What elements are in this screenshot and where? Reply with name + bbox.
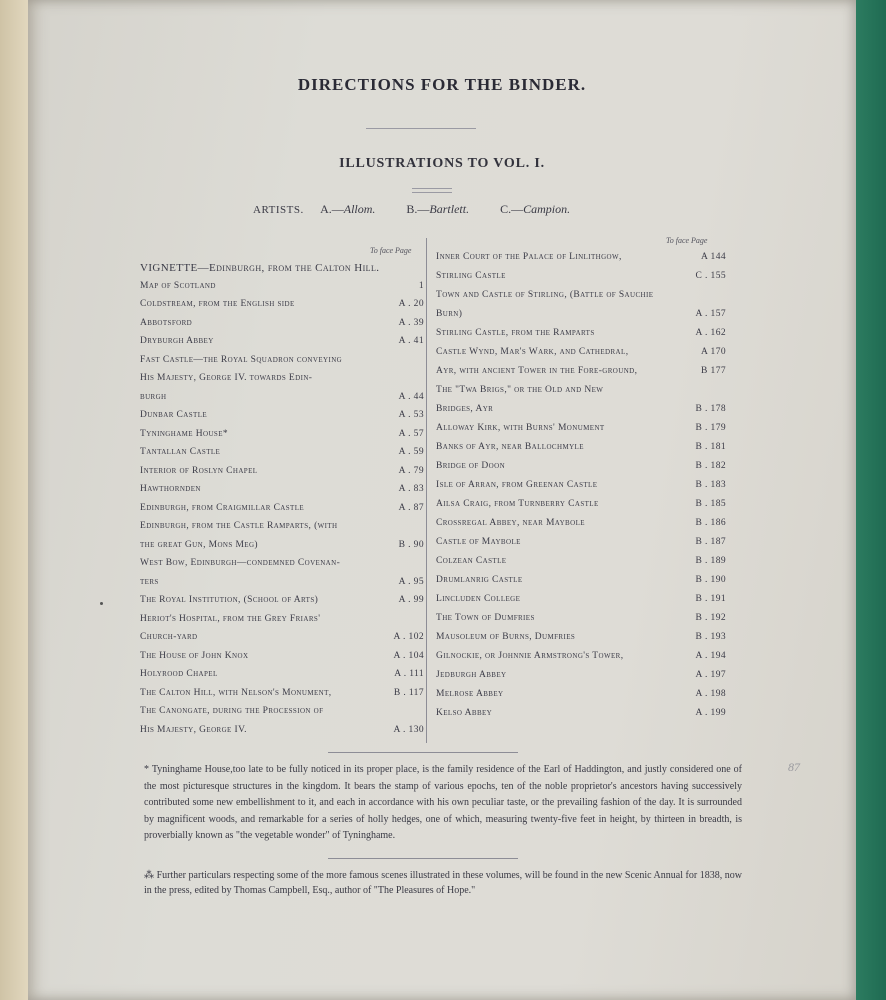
book-gutter	[0, 0, 30, 1000]
entry-page: A . 162	[695, 328, 726, 338]
index-entry	[140, 484, 424, 494]
index-entry	[436, 518, 726, 528]
footnote: * Tyninghame House,too late to be fully noticed in its proper place, is the family residence of the Earl of Haddington, and justly considered one of the most picturesque structures in the kingdom. It bears the stamp of various epochs, ten of the noble proprietor's ancestors having successively contributed some new embellishment to it, and each in accordance with his own peculiar taste, or the prevailing fashion of the day. It is surrounded by magnificent woods, and remarkable for a series of holly hedges, one of which, measuring twenty-five feet in height, by thirteen in breadth, is proverbially known as "the vegetable wonder" of Tyninghame.	[144, 764, 742, 841]
index-entry	[436, 328, 726, 338]
entry-title: The Calton Hill, with Nelson's Monument,	[140, 687, 332, 698]
volume-title: ILLUSTRATIONS TO VOL. I.	[339, 156, 545, 171]
margin-dot	[100, 602, 103, 605]
entry-title: Drumlanrig Castle	[436, 575, 523, 585]
left-column	[140, 0, 440, 1000]
entry-title: Isle of Arran, from Greenan Castle	[436, 480, 598, 490]
entry-title: The House of John Knox	[140, 650, 249, 661]
entry-page: A . 111	[394, 669, 424, 679]
entry-page: B . 182	[695, 461, 726, 471]
index-entry	[436, 556, 726, 566]
entry-page: B . 191	[695, 594, 726, 604]
entry-page: B . 185	[695, 499, 726, 509]
artist-name: Bartlett.	[429, 202, 470, 216]
entry-page: A . 87	[398, 502, 424, 513]
entry-page: B . 189	[695, 556, 726, 566]
index-entry	[436, 708, 726, 718]
entry-title: Interior of Roslyn Chapel	[140, 465, 258, 476]
index-entry	[140, 355, 424, 365]
entry-title: Heriot's Hospital, from the Grey Friars'	[140, 613, 321, 624]
index-entry	[140, 447, 424, 457]
entry-title: the great Gun, Mons Meg)	[140, 539, 258, 550]
entry-page: A . 83	[398, 484, 424, 494]
index-entry	[436, 480, 726, 490]
face-page-heading-right: To face Page	[666, 236, 708, 245]
entry-page: A . 198	[695, 689, 726, 699]
index-entry	[140, 466, 424, 476]
entry-page: A . 44	[398, 391, 424, 402]
page-title: DIRECTIONS FOR THE BINDER.	[297, 75, 587, 94]
index-entry	[140, 540, 424, 550]
index-entry	[140, 558, 424, 568]
index-entry	[436, 347, 726, 357]
index-entry	[436, 613, 726, 623]
entry-page: A . 41	[398, 336, 424, 346]
entry-page: B . 192	[695, 613, 726, 623]
index-entry	[140, 336, 424, 346]
entry-title: Stirling Castle	[436, 271, 506, 281]
entry-title: The Canongate, during the Procession of	[140, 706, 324, 716]
entry-title: The "Twa Brigs," or the Old and New	[436, 385, 604, 395]
entry-page: A . 79	[398, 465, 424, 476]
index-entry	[140, 429, 424, 439]
further-rule	[328, 858, 518, 859]
entry-title: ters	[140, 576, 159, 587]
entry-title: Lincluden College	[436, 594, 521, 604]
entry-page: B . 193	[695, 632, 726, 642]
entry-page: A . 99	[398, 595, 424, 605]
entry-page: B . 90	[398, 539, 424, 550]
entry-page: 1	[418, 280, 424, 291]
entry-title: Colzean Castle	[436, 556, 507, 566]
index-entry	[140, 281, 424, 291]
index-entry	[140, 725, 424, 735]
index-entry	[436, 271, 726, 281]
entry-title: Dunbar Castle	[140, 410, 208, 420]
entry-page: A . 130	[393, 724, 424, 735]
index-entry	[436, 632, 726, 642]
index-entry	[140, 614, 424, 624]
entry-title: Town and Castle of Stirling, (Battle of Sauchie	[436, 290, 654, 300]
index-entry	[436, 309, 726, 319]
entry-page: A . 59	[398, 447, 424, 457]
index-entry	[140, 262, 424, 274]
book-page	[28, 0, 856, 1000]
index-entry	[436, 404, 726, 414]
index-entry	[436, 651, 726, 661]
index-entry	[140, 410, 424, 420]
entry-title: Burn)	[436, 309, 463, 319]
index-entry	[436, 423, 726, 433]
index-entry	[140, 577, 424, 587]
entry-title: Coldstream, from the English side	[140, 299, 295, 309]
entry-page: B . 186	[695, 518, 726, 528]
index-entry	[140, 521, 424, 531]
index-entry	[140, 373, 424, 383]
entry-page: B . 183	[695, 480, 726, 490]
index-entry	[436, 594, 726, 604]
entry-page: B 177	[701, 366, 726, 376]
entry-title: West Bow, Edinburgh—condemned Covenan-	[140, 558, 341, 568]
entry-title: Holyrood Chapel	[140, 669, 218, 679]
entry-title: Inner Court of the Palace of Linlithgow,	[436, 252, 622, 262]
entry-title: His Majesty, George IV.	[140, 724, 247, 735]
index-entry	[140, 632, 424, 642]
entry-page: B . 181	[695, 442, 726, 452]
entry-page: A . 157	[695, 309, 726, 319]
entry-page: A . 20	[398, 299, 424, 309]
entry-title: Melrose Abbey	[436, 689, 504, 699]
artist-key: C.—	[500, 202, 524, 216]
index-entry	[436, 689, 726, 699]
footnote-rule	[328, 752, 518, 753]
entry-page: A . 102	[393, 632, 424, 642]
index-entry	[140, 392, 424, 402]
artist-name: Allom.	[343, 202, 376, 216]
index-entry	[436, 252, 726, 262]
index-entry	[140, 503, 424, 513]
entry-page: A . 95	[398, 576, 424, 587]
entry-title: Stirling Castle, from the Ramparts	[436, 328, 595, 338]
entry-title: Kelso Abbey	[436, 708, 493, 718]
index-entry	[140, 299, 424, 309]
artist-name: Campion.	[523, 202, 571, 216]
entry-title: Abbotsford	[140, 317, 193, 328]
entry-page: A . 194	[695, 651, 726, 661]
further-particulars-note: ⁂ Further particulars respecting some of the more famous scenes illustrated in these volumes, will be found in the new Scenic Annual for 1838, now in the press, edited by Thomas Campbell, Esq., author of "The Pleasures of Hope."	[144, 870, 742, 896]
entry-title: Edinburgh, from Craigmillar Castle	[140, 502, 305, 513]
entry-page: C . 155	[695, 271, 726, 281]
entry-page: B . 178	[695, 404, 726, 414]
index-entry	[436, 442, 726, 452]
entry-title: Hawthornden	[140, 484, 201, 494]
entry-page: B . 179	[695, 423, 726, 433]
index-entry	[436, 499, 726, 509]
entry-page: A . 57	[398, 428, 424, 439]
artist-key: A.—	[320, 202, 344, 216]
entry-title: Fast Castle—the Royal Squadron conveying	[140, 354, 343, 365]
entry-title: Mausoleum of Burns, Dumfries	[436, 632, 576, 642]
entry-title: Banks of Ayr, near Ballochmyle	[436, 442, 584, 452]
entry-title: Dryburgh Abbey	[140, 336, 214, 346]
index-entry	[436, 366, 726, 376]
index-entry	[436, 575, 726, 585]
index-entry	[140, 595, 424, 605]
entry-title: Castle of Maybole	[436, 537, 521, 547]
index-entry	[436, 385, 726, 395]
entry-page: B . 190	[695, 575, 726, 585]
artists-label: ARTISTS.	[253, 204, 304, 216]
entry-title: Crossregal Abbey, near Maybole	[436, 518, 585, 528]
index-entry	[436, 670, 726, 680]
entry-page: A . 104	[393, 650, 424, 661]
entry-page: B . 187	[695, 537, 726, 547]
entry-title: Ayr, with ancient Tower in the Fore-ground,	[436, 366, 638, 376]
entry-page: A 144	[701, 252, 726, 262]
entry-title: The Royal Institution, (School of Arts)	[140, 595, 319, 605]
entry-title: Bridges, Ayr	[436, 404, 494, 414]
index-entry	[140, 651, 424, 661]
entry-title: Church-yard	[140, 632, 198, 642]
entry-title: burgh	[140, 391, 167, 402]
entry-title: Castle Wynd, Mar's Wark, and Cathedral,	[436, 347, 629, 357]
entry-page: B . 117	[393, 687, 424, 698]
entry-title: Jedburgh Abbey	[436, 670, 507, 680]
index-entry	[140, 688, 424, 698]
entry-title: His Majesty, George IV. towards Edin-	[140, 373, 313, 383]
entry-title: The Town of Dumfries	[436, 613, 535, 623]
index-entry	[436, 537, 726, 547]
index-entry	[436, 290, 726, 300]
entry-title: Gilnockie, or Johnnie Armstrong's Tower,	[436, 651, 624, 661]
entry-title: Edinburgh, from the Castle Ramparts, (with	[140, 521, 338, 531]
entry-title: Tyninghame House*	[140, 428, 229, 439]
entry-title: Bridge of Doon	[436, 461, 506, 471]
index-entry	[140, 318, 424, 328]
entry-title: Alloway Kirk, with Burns' Monument	[436, 423, 605, 433]
face-page-heading-left: To face Page	[370, 246, 412, 255]
pencil-mark: 87	[788, 760, 800, 774]
entry-title: Ailsa Craig, from Turnberry Castle	[436, 499, 599, 509]
index-entry	[140, 669, 424, 679]
index-entry	[436, 461, 726, 471]
entry-title: Tantallan Castle	[140, 447, 221, 457]
entry-page: A . 197	[695, 670, 726, 680]
entry-page: A . 199	[695, 708, 726, 718]
entry-page: A 170	[701, 347, 726, 357]
entry-title: Map of Scotland	[140, 280, 216, 291]
artist-key: B.—	[406, 202, 430, 216]
entry-page: A . 39	[398, 317, 424, 328]
entry-title: VIGNETTE—Edinburgh, from the Calton Hill.	[140, 262, 380, 274]
right-column	[436, 0, 746, 1000]
entry-page: A . 53	[398, 410, 424, 420]
index-entry	[140, 706, 424, 716]
